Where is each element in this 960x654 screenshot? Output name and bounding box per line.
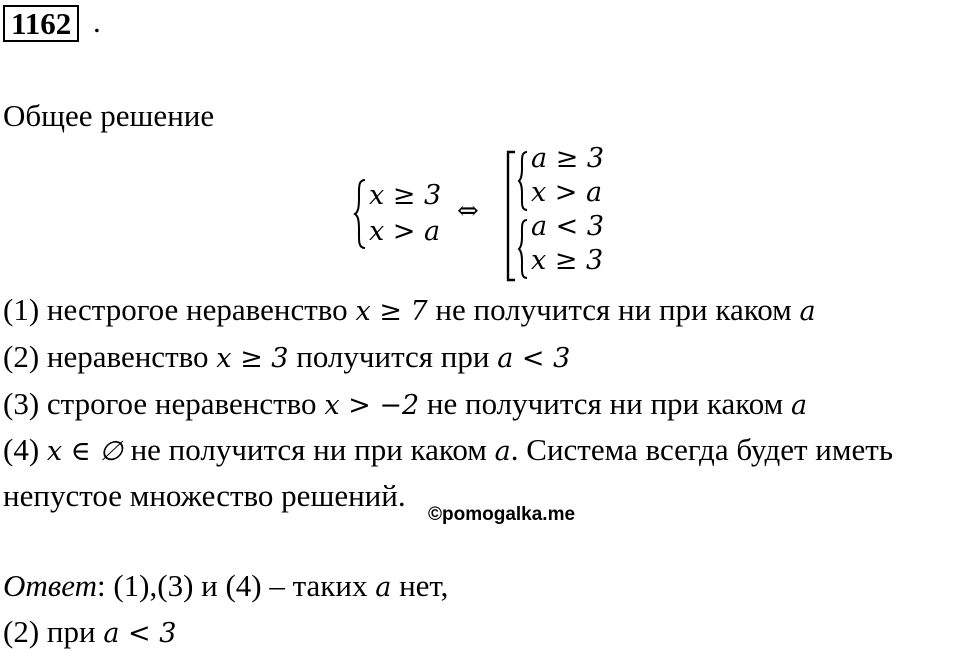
item-3-var: a xyxy=(791,390,808,421)
item-4-var: a xyxy=(494,436,511,467)
answer-label: Ответ xyxy=(3,568,97,603)
problem-number-dot: . xyxy=(93,4,101,39)
case1-brace xyxy=(517,150,529,212)
answer-var: a xyxy=(375,572,392,603)
left-system xyxy=(369,178,441,250)
item-4-math: x ∈ ∅ xyxy=(46,436,123,467)
item-3-math: x > −2 xyxy=(324,390,420,421)
problem-number: 1162 xyxy=(3,5,79,42)
item-4: (4) x ∈ ∅ не получится ни при каком a. Система всегда будет иметь xyxy=(3,432,893,467)
answer-line-2-math: a < 3 xyxy=(103,618,177,649)
case1-eq-2: x > a xyxy=(531,177,603,208)
inequality-system xyxy=(345,143,625,284)
item-3: (3) строгое неравенство x > −2 не получится ни при каком a xyxy=(3,386,808,421)
left-system-brace xyxy=(353,178,367,250)
left-eq-2: x > a xyxy=(369,216,441,247)
solution-heading: Общее решение xyxy=(3,98,215,133)
case2-eq-1: a < 3 xyxy=(531,211,605,242)
case1-eq-1: a ≥ 3 xyxy=(531,143,605,174)
case2-brace xyxy=(517,218,529,280)
answer-line-1: Ответ: (1),(3) и (4) – таких a нет, xyxy=(3,568,449,603)
item-1-math: x ≥ 7 xyxy=(355,296,428,327)
item-4-continuation: непустое множество решений. xyxy=(3,478,406,513)
item-1-var: a xyxy=(799,296,816,327)
collection-bracket xyxy=(505,150,517,282)
item-2: (2) неравенство x ≥ 3 получится при a < 3 xyxy=(3,339,571,374)
left-eq-1: x ≥ 3 xyxy=(369,180,442,211)
item-2-var: a < 3 xyxy=(497,343,571,374)
equivalence-symbol: ⇔ xyxy=(457,196,479,226)
watermark: ©pomogalka.me xyxy=(428,504,576,525)
collection-cases xyxy=(531,142,604,278)
item-1: (1) нестрогое неравенство x ≥ 7 не получится ни при каком a xyxy=(3,292,816,327)
item-2-math: x ≥ 3 xyxy=(216,343,289,374)
answer-line-2: (2) при a < 3 xyxy=(3,614,177,649)
case2-eq-2: x ≥ 3 xyxy=(531,245,604,276)
